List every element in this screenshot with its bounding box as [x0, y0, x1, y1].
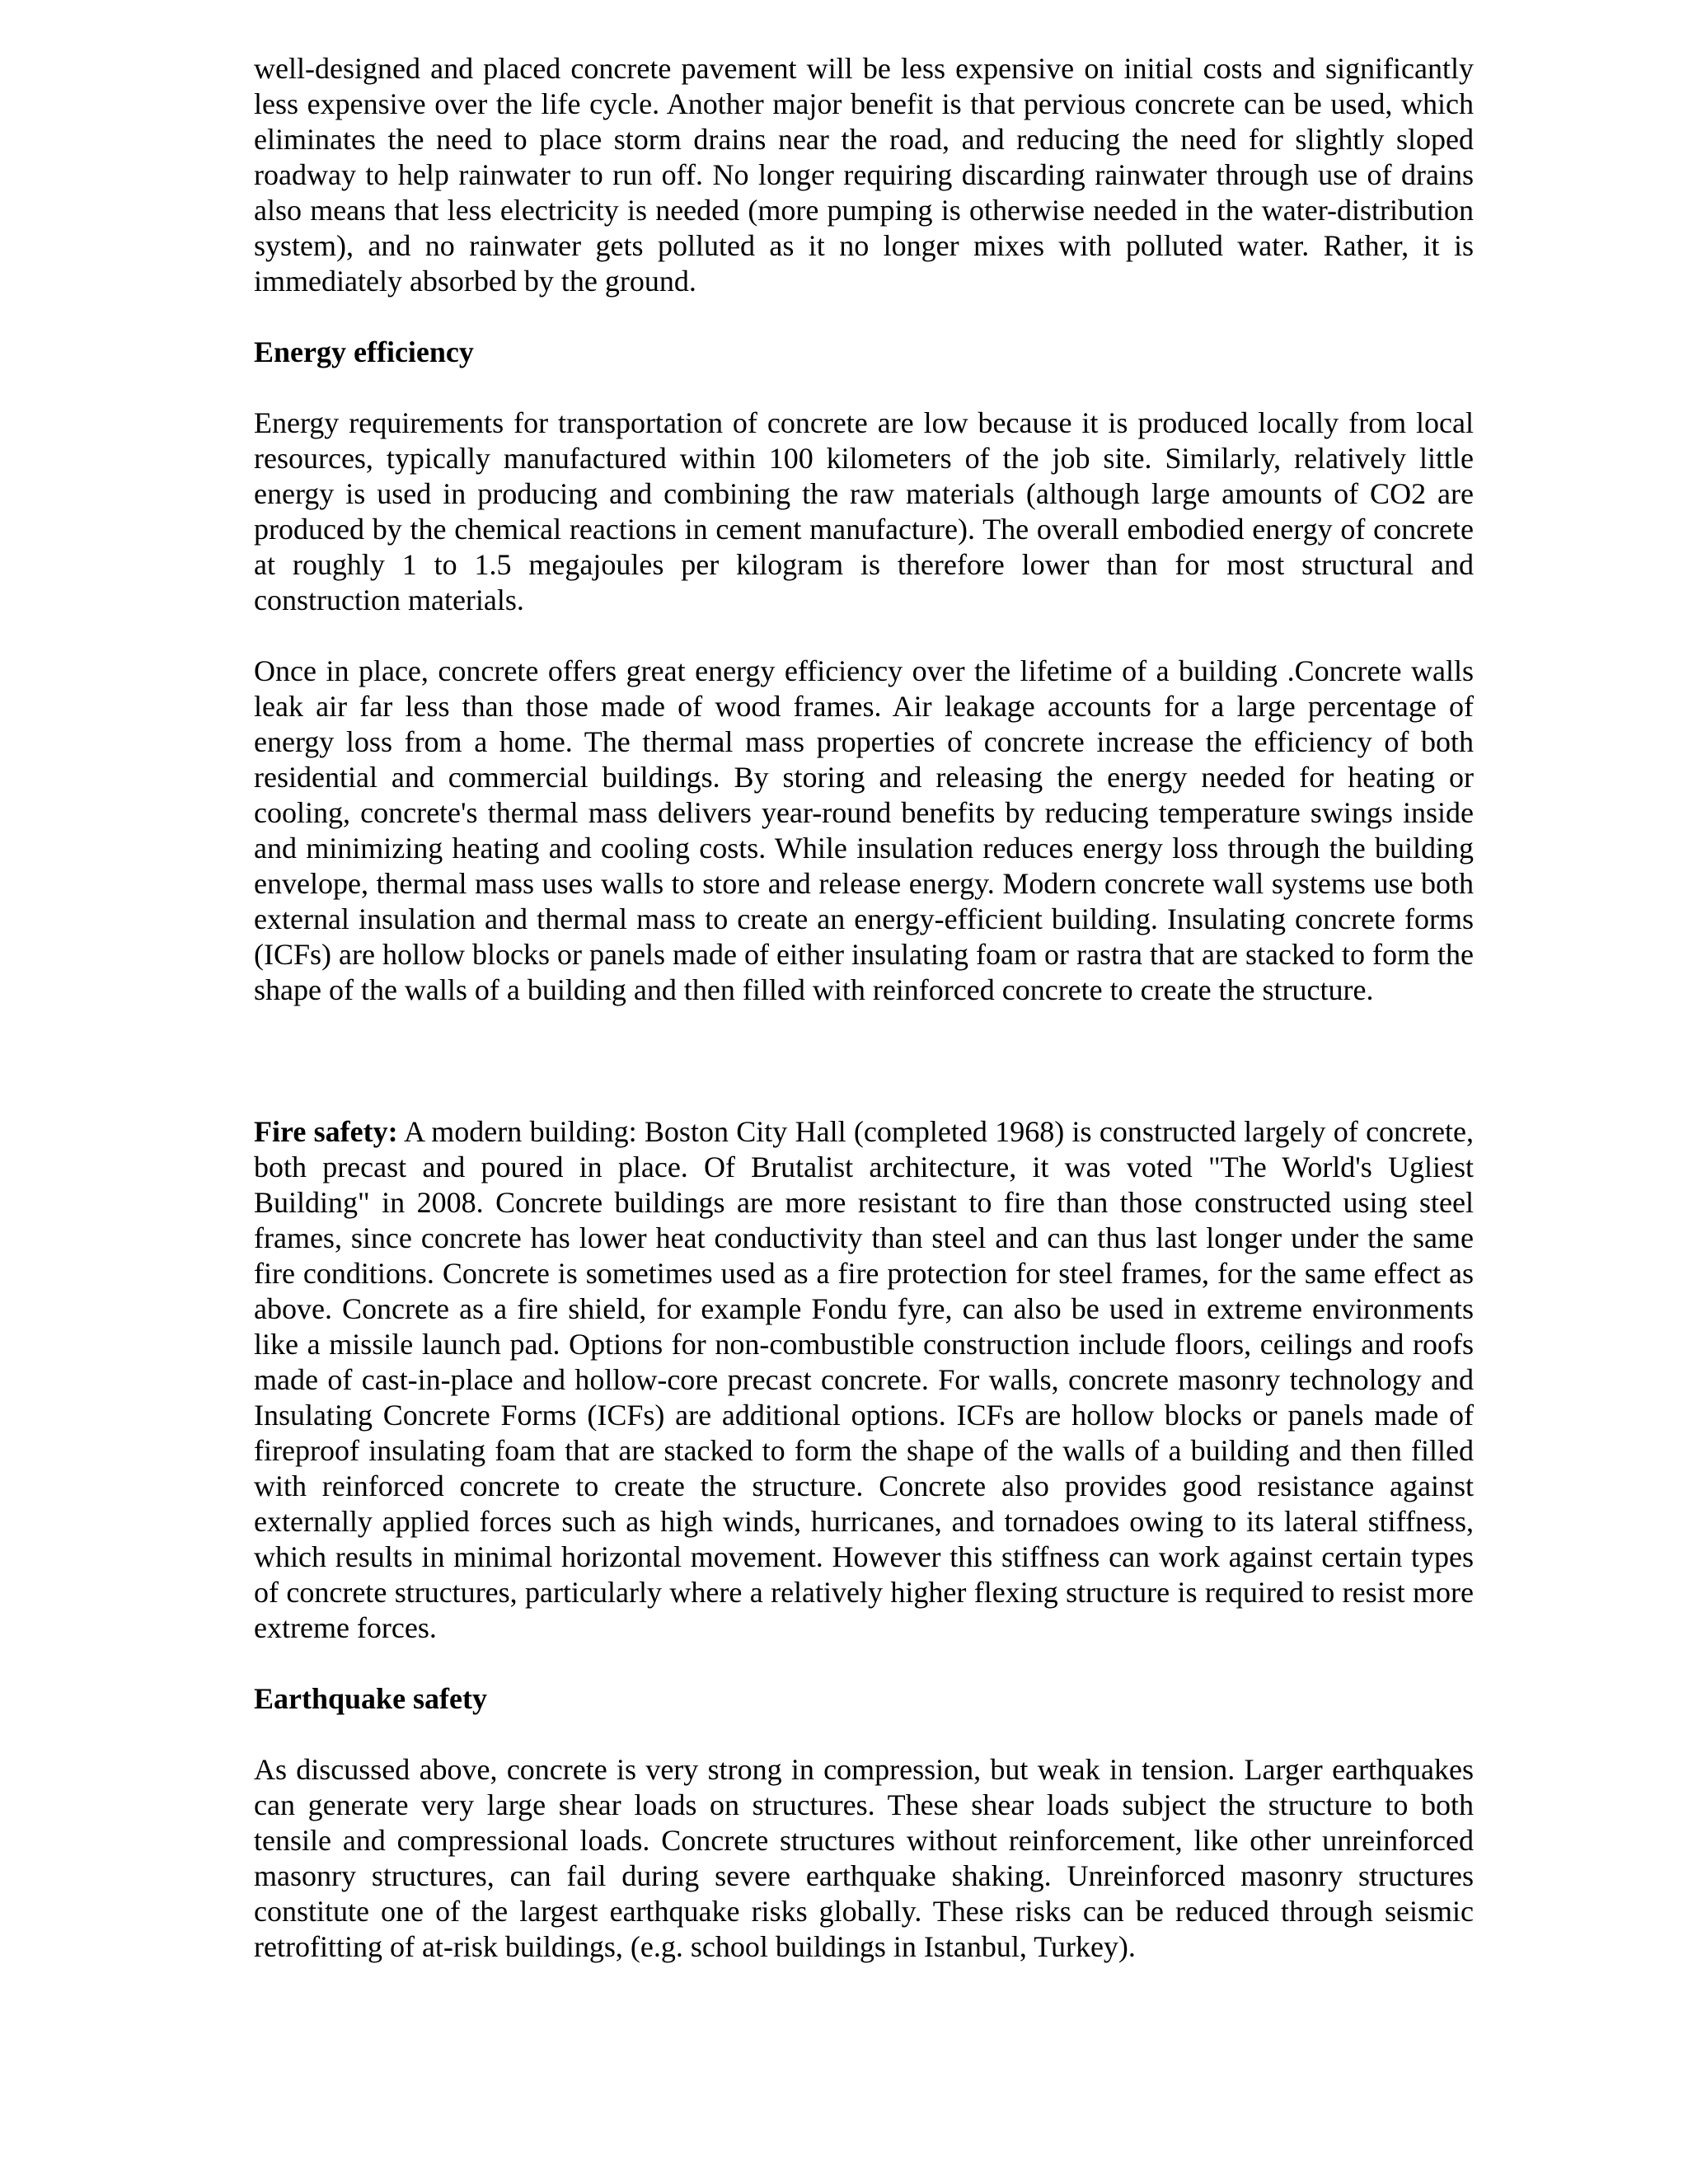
spacer	[254, 1717, 1474, 1752]
spacer	[254, 1008, 1474, 1114]
spacer	[254, 618, 1474, 654]
energy-paragraph-transport: Energy requirements for transportation of concrete are low because it is produced locally from local resources, typically manufactured within 100 kilometers of the job site. Similarly, relatively little energy is used in producing and combining the raw materials (although large amounts of CO2 are produced by the chemical reactions in cement manufacture). The overall embodied energy of concrete at roughly 1 to 1.5 megajoules per kilogram is therefore lower than for most structural and construction materials.	[254, 406, 1474, 616]
fire-safety-paragraph	[254, 1114, 1474, 1646]
earthquake-safety-heading: Earthquake safety	[254, 1682, 488, 1715]
document-page	[254, 51, 1474, 1965]
spacer	[254, 299, 1474, 335]
energy-paragraph-thermal-mass: Once in place, concrete offers great energy efficiency over the lifetime of a building .Concrete walls leak air far less than those made of wood frames. Air leakage accounts for a large percentage of energy loss from a home. The thermal mass properties of concrete increase the efficiency of both residential and commercial buildings. By storing and releasing the energy needed for heating or cooling, concrete's thermal mass delivers year-round benefits by reducing temperature swings inside and minimizing heating and cooling costs. While insulation reduces energy loss through the building envelope, thermal mass uses walls to store and release energy. Modern concrete wall systems use both external insulation and thermal mass to create an energy-efficient building. Insulating concrete forms (ICFs) are hollow blocks or panels made of either insulating foam or rastra that are stacked to form the shape of the walls of a building and then filled with reinforced concrete to create the structure.	[254, 654, 1474, 1006]
fire-safety-text: A modern building: Boston City Hall (completed 1968) is constructed largely of concrete, both precast and poured in place. Of Brutalist architecture, it was voted "The World's Ugliest Building" in 2008. Concrete buildings are more resistant to fire than those constructed using steel frames, since concrete has lower heat conductivity than steel and can thus last longer under the same fire conditions. Concrete is sometimes used as a fire protection for steel frames, for the same effect as above. Concrete as a fire shield, for example Fondu fyre, can also be used in extreme environments like a missile launch pad. Options for non-combustible construction include floors, ceilings and roofs made of cast-in-place and hollow-core precast concrete. For walls, concrete masonry technology and Insulating Concrete Forms (ICFs) are additional options. ICFs are hollow blocks or panels made of fireproof insulating foam that are stacked to form the shape of the walls of a building and then filled with reinforced concrete to create the structure. Concrete also provides good resistance against externally applied forces such as high winds, hurricanes, and tornadoes owing to its lateral stiffness, which results in minimal horizontal movement. However this stiffness can work against certain types of concrete structures, particularly where a relatively higher flexing structure is required to resist more extreme forces.	[254, 1115, 1474, 1644]
energy-efficiency-heading: Energy efficiency	[254, 335, 474, 368]
spacer	[254, 370, 1474, 405]
spacer	[254, 1646, 1474, 1681]
intro-paragraph: well-designed and placed concrete pavement will be less expensive on initial costs and significantly less expensive over the life cycle. Another major benefit is that pervious concrete can be used, which eliminates the need to place storm drains near the road, and reducing the need for slightly sloped roadway to help rainwater to run off. No longer requiring discarding rainwater through use of drains also means that less electricity is needed (more pumping is otherwise needed in the water-distribution system), and no rainwater gets polluted as it no longer mixes with polluted water. Rather, it is immediately absorbed by the ground.	[254, 52, 1474, 298]
fire-safety-heading: Fire safety:	[254, 1115, 398, 1148]
earthquake-paragraph: As discussed above, concrete is very strong in compression, but weak in tension. Larger earthquakes can generate very large shear loads on structures. These shear loads subject the structure to both tensile and compressional loads. Concrete structures without reinforcement, like other unreinforced masonry structures, can fail during severe earthquake shaking. Unreinforced masonry structures constitute one of the largest earthquake risks globally. These risks can be reduced through seismic retrofitting of at-risk buildings, (e.g. school buildings in Istanbul, Turkey).	[254, 1753, 1474, 1963]
